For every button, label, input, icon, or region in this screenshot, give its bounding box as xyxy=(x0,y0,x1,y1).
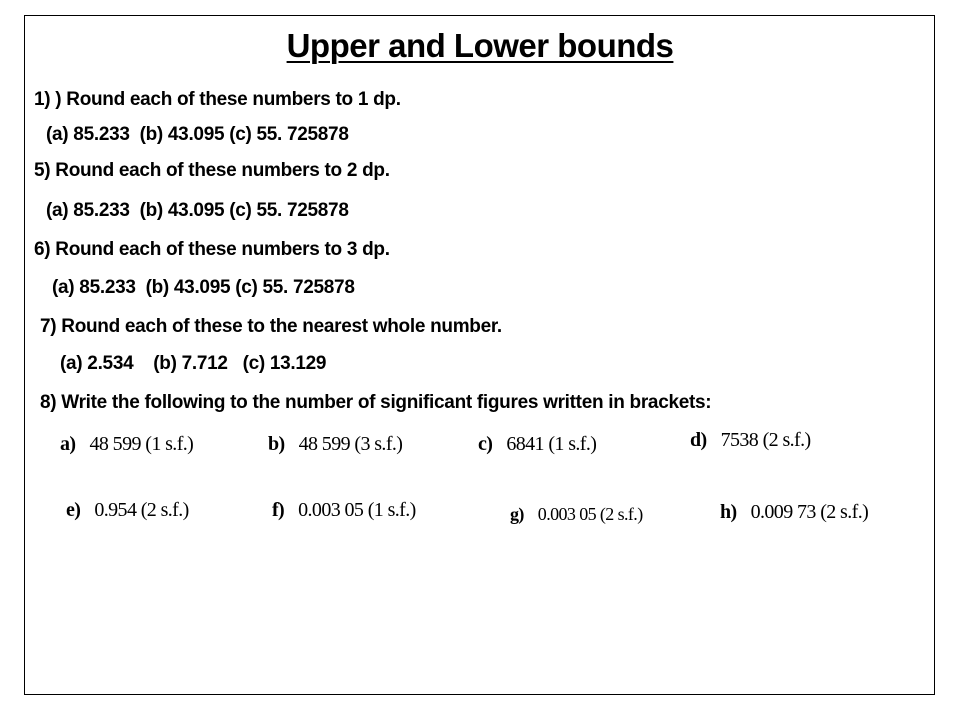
sig-fig-label-b: b) xyxy=(268,433,285,455)
sig-fig-label-c: c) xyxy=(478,433,493,455)
sig-fig-value-h: 0.009 73 (2 s.f.) xyxy=(750,501,869,523)
question-7-parts: (a) 2.534 (b) 7.712 (c) 13.129 xyxy=(60,353,327,374)
question-1-heading: 1) ) Round each of these numbers to 1 dp. xyxy=(34,89,401,110)
question-5-heading: 5) Round each of these numbers to 2 dp. xyxy=(34,160,390,181)
sig-fig-value-a: 48 599 (1 s.f.) xyxy=(89,433,194,455)
sig-fig-item-b xyxy=(268,432,402,456)
question-8-heading: 8) Write the following to the number of significant figures written in brackets: xyxy=(40,392,712,413)
question-1-parts: (a) 85.233 (b) 43.095 (c) 55. 725878 xyxy=(46,124,349,145)
sig-fig-item-e xyxy=(66,498,189,522)
sig-fig-label-f: f) xyxy=(272,499,285,521)
sig-fig-value-b: 48 599 (3 s.f.) xyxy=(298,433,403,455)
sig-fig-label-e: e) xyxy=(66,499,81,521)
sig-fig-item-a xyxy=(60,432,193,456)
sig-fig-value-d: 7538 (2 s.f.) xyxy=(720,429,811,451)
question-5-parts: (a) 85.233 (b) 43.095 (c) 55. 725878 xyxy=(46,200,349,221)
sig-fig-value-e: 0.954 (2 s.f.) xyxy=(94,499,189,521)
sig-fig-label-a: a) xyxy=(60,433,76,455)
sig-fig-label-g: g) xyxy=(510,504,524,524)
question-6-parts: (a) 85.233 (b) 43.095 (c) 55. 725878 xyxy=(52,277,355,298)
sig-fig-value-f: 0.003 05 (1 s.f.) xyxy=(298,499,416,521)
page-title-text: Upper and Lower bounds xyxy=(286,27,674,64)
question-7-heading: 7) Round each of these to the nearest whole number. xyxy=(40,316,502,337)
sig-fig-value-c: 6841 (1 s.f.) xyxy=(506,433,597,455)
sig-fig-item-c xyxy=(478,432,596,456)
sig-fig-item-g xyxy=(510,502,643,526)
question-6-heading: 6) Round each of these numbers to 3 dp. xyxy=(34,239,390,260)
sig-fig-label-d: d) xyxy=(690,429,707,451)
sig-fig-item-f xyxy=(272,498,416,522)
sig-fig-label-h: h) xyxy=(720,501,737,523)
sig-fig-item-d xyxy=(690,428,811,452)
page-title xyxy=(0,26,960,66)
sig-fig-item-h xyxy=(720,500,868,524)
sig-fig-value-g: 0.003 05 (2 s.f.) xyxy=(537,504,643,524)
